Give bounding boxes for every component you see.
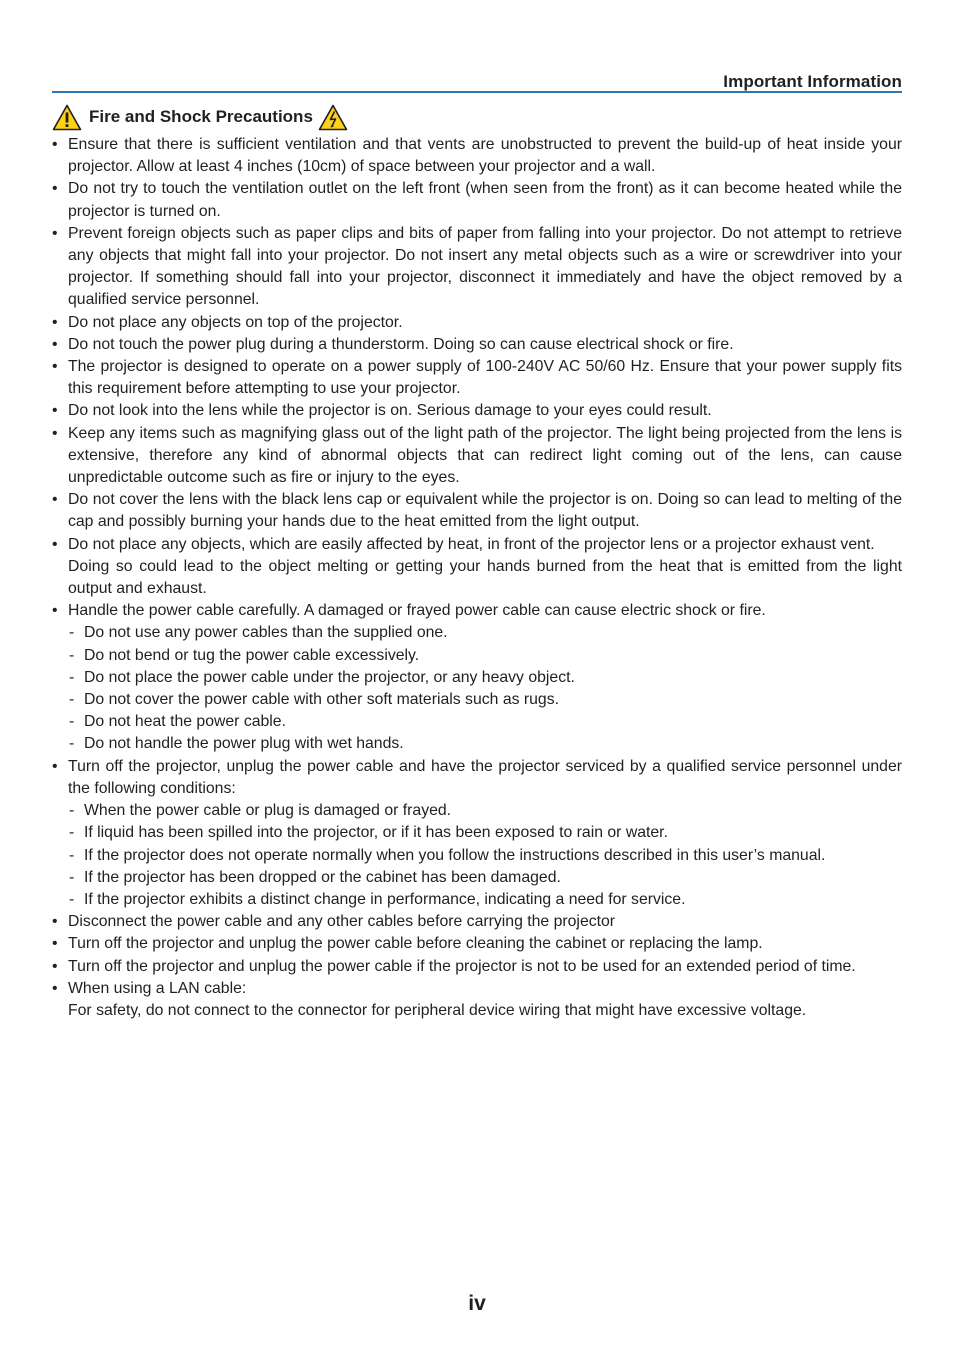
sub-list-item — [50, 845, 902, 867]
item-text: • Do not look into the lens while the projector is on. Serious damage to your eyes could result. — [68, 402, 712, 420]
item-text: - Do not bend or tug the power cable excessively. — [84, 646, 420, 664]
precautions-list — [50, 134, 902, 1022]
bullet-item — [50, 334, 902, 356]
sub-list-item — [50, 889, 902, 911]
item-text: - When the power cable or plug is damaged or frayed. — [84, 802, 452, 820]
bullet-item — [50, 978, 902, 1022]
bullet-item — [50, 356, 902, 400]
sub-list-item — [50, 667, 902, 689]
item-text: • Do not touch the power plug during a thunderstorm. Doing so can cause electrical shock or fire. — [68, 335, 734, 353]
warning-exclamation-icon — [52, 104, 82, 131]
bullet-item — [50, 933, 902, 955]
item-text: • Do not place any objects, which are easily affected by heat, in front of the projector lens or a projector exhaust vent. — [68, 535, 875, 553]
item-text: • Ensure that there is sufficient ventilation and that vents are unobstructed to prevent the build-up of heat inside your projector. Allow at least 4 inches (10cm) of space between your projector and a wall. — [68, 136, 902, 176]
item-text: - If the projector does not operate normally when you follow the instructions described in this user’s manual. — [84, 846, 826, 864]
sub-list-item — [50, 800, 902, 822]
item-text: • The projector is designed to operate on a power supply of 100-240V AC 50/60 Hz. Ensure that your power supply fits this requirement before attempting to use your projector. — [68, 358, 902, 398]
item-text: - Do not cover the power cable with other soft materials such as rugs. — [84, 691, 560, 709]
warning-electric-shock-icon — [318, 104, 348, 131]
item-text: • Disconnect the power cable and any other cables before carrying the projector — [68, 913, 616, 931]
section-heading — [52, 103, 348, 131]
bullet-item — [50, 534, 902, 601]
item-text: • Do not cover the lens with the black lens cap or equivalent while the projector is on. Doing so can lead to melting of the cap and possibly burning your hands due to the heat emitted from the light output. — [68, 491, 902, 531]
bullet-item — [50, 600, 902, 622]
item-text: Doing so could lead to the object melting or getting your hands burned from the heat that is emitted from the light output and exhaust. — [68, 557, 902, 598]
bullet-item — [50, 223, 902, 312]
bullet-item — [50, 400, 902, 422]
item-text: • Turn off the projector and unplug the power cable if the projector is not to be used for an extended period of time. — [68, 957, 856, 975]
bullet-item — [50, 312, 902, 334]
item-text: - Do not handle the power plug with wet hands. — [84, 735, 404, 753]
item-text: - If the projector has been dropped or the cabinet has been damaged. — [84, 868, 561, 886]
item-text: - Do not use any power cables than the supplied one. — [84, 624, 448, 642]
item-text: • Prevent foreign objects such as paper clips and bits of paper from falling into your projector. Do not attempt to retrieve any objects that might fall into your projector. Do not insert any metal objects such as a wire or screwdriver into your projector. If something should fall into your projector, disconnect it immediately and have the object removed by a qualified service personnel. — [68, 224, 902, 309]
item-text: • Do not place any objects on top of the projector. — [68, 313, 403, 331]
bullet-item — [50, 423, 902, 490]
bullet-item — [50, 956, 902, 978]
bullet-item — [50, 756, 902, 800]
header-title: Important Information — [723, 72, 902, 91]
sub-list-item — [50, 645, 902, 667]
item-text: - If the projector exhibits a distinct change in performance, indicating a need for service. — [84, 890, 686, 908]
sub-list-item — [50, 867, 902, 889]
item-text: - If liquid has been spilled into the projector, or if it has been exposed to rain or water. — [84, 824, 668, 842]
sub-list-item — [50, 622, 902, 644]
bullet-item — [50, 178, 902, 222]
section-title: Fire and Shock Precautions — [89, 107, 313, 126]
item-text: - Do not place the power cable under the projector, or any heavy object. — [84, 668, 575, 686]
page-number: iv — [468, 1292, 486, 1315]
item-text: - Do not heat the power cable. — [84, 713, 286, 731]
bullet-item — [50, 489, 902, 533]
bullet-item — [50, 911, 902, 933]
item-text: • When using a LAN cable: — [68, 979, 247, 997]
sub-list-item — [50, 711, 902, 733]
item-text: • Turn off the projector, unplug the power cable and have the projector serviced by a qualified service personnel under the following conditions: — [68, 757, 902, 797]
item-text: • Handle the power cable carefully. A damaged or frayed power cable can cause electric shock or fire. — [68, 602, 766, 620]
sub-list-item — [50, 822, 902, 844]
page-header — [52, 70, 902, 93]
item-text: • Keep any items such as magnifying glass out of the light path of the projector. The light being projected from the lens is extensive, therefore any kind of abnormal objects that can redirect light coming out of the lens, can cause unpredictable outcome such as fire or injury to the eyes. — [68, 424, 902, 487]
item-text: • Do not try to touch the ventilation outlet on the left front (when seen from the front) as it can become heated while the projector is turned on. — [68, 180, 902, 220]
sub-list-item — [50, 689, 902, 711]
bullet-item — [50, 134, 902, 178]
sub-list-item — [50, 733, 902, 755]
item-text: • Turn off the projector and unplug the power cable before cleaning the cabinet or replacing the lamp. — [68, 935, 763, 953]
item-text: For safety, do not connect to the connector for peripheral device wiring that might have excessive voltage. — [68, 1001, 807, 1019]
